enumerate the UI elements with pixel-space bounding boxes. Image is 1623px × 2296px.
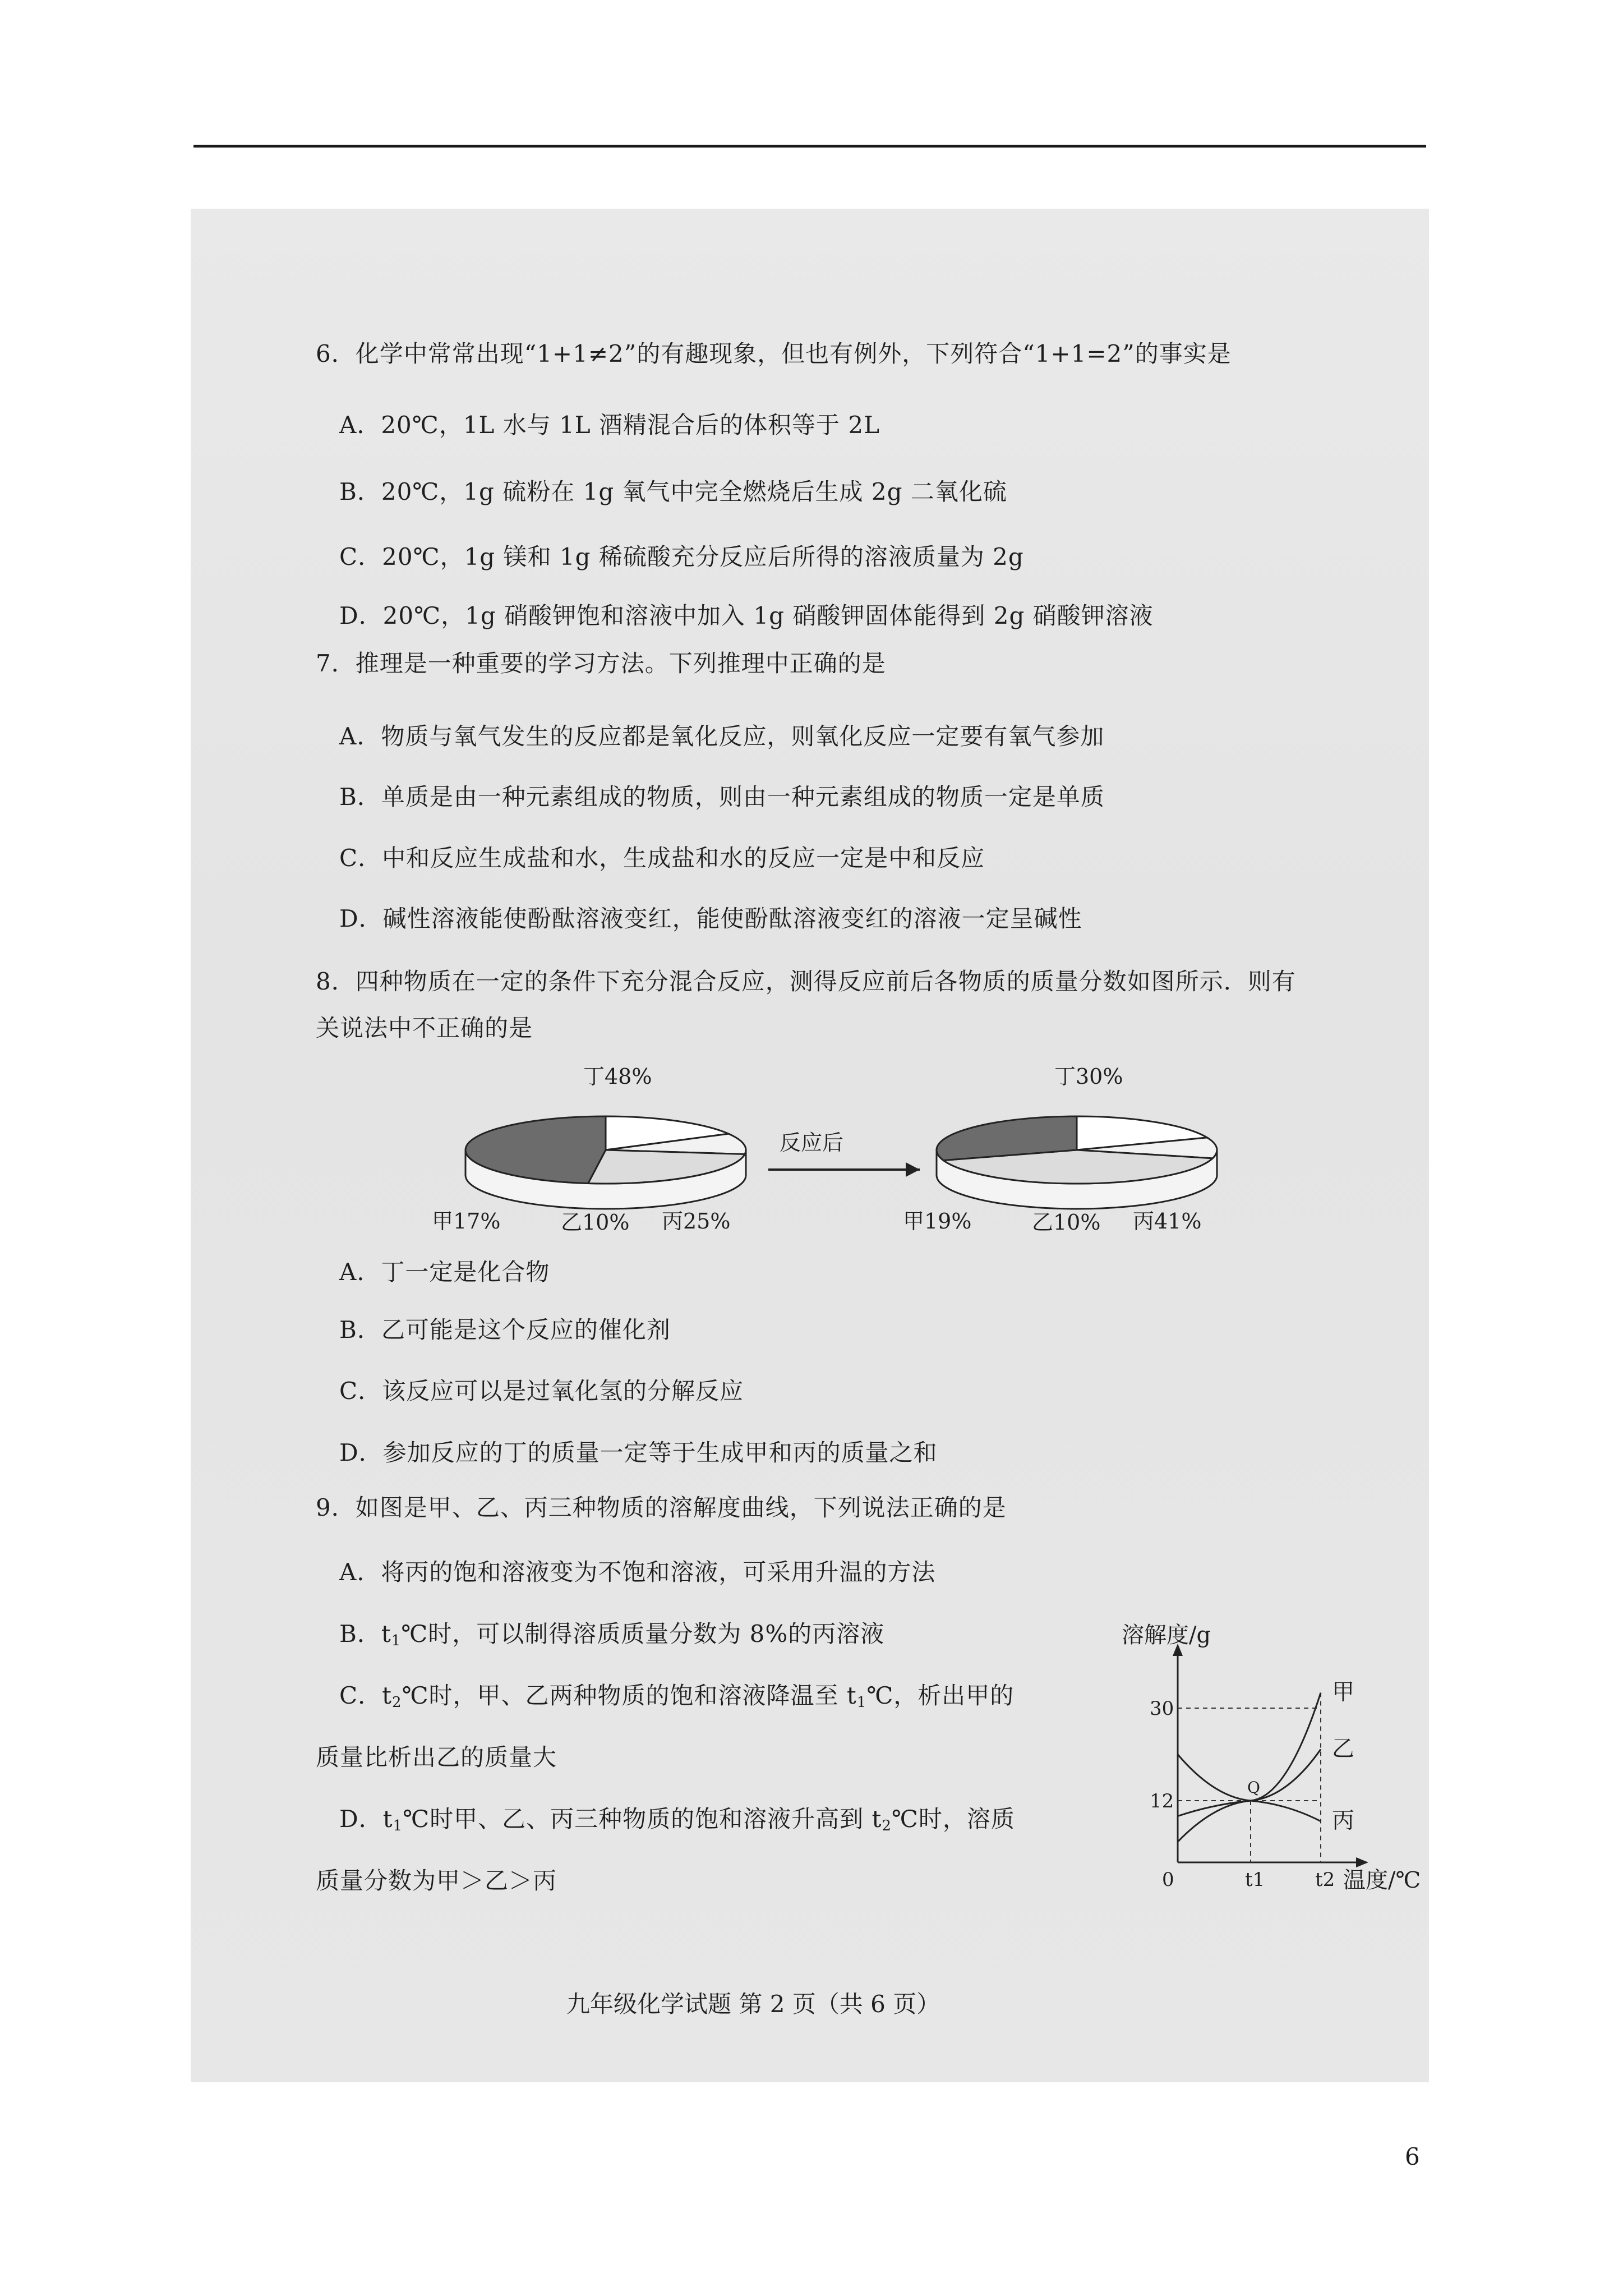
q8-option-a: A．丁一定是化合物 bbox=[339, 1258, 550, 1286]
series-label: 乙 bbox=[1332, 1736, 1354, 1762]
intersection-label: Q bbox=[1247, 1778, 1260, 1797]
pie-label: 甲19% bbox=[903, 1209, 972, 1234]
pie-label: 乙10% bbox=[561, 1210, 630, 1235]
arrow-label: 反应后 bbox=[780, 1130, 844, 1155]
pie-label: 丁30% bbox=[1054, 1064, 1123, 1089]
q8-option-c: C．该反应可以是过氧化氢的分解反应 bbox=[339, 1377, 744, 1405]
q6-option-d: D．20℃，1g 硝酸钾饱和溶液中加入 1g 硝酸钾固体能得到 2g 硝酸钾溶液 bbox=[339, 602, 1154, 629]
q7-option-c: C．中和反应生成盐和水，生成盐和水的反应一定是中和反应 bbox=[339, 844, 985, 872]
q9-option-a: A．将丙的饱和溶液变为不饱和溶液，可采用升温的方法 bbox=[339, 1558, 936, 1586]
q7-stem: 7．推理是一种重要的学习方法。下列推理中正确的是 bbox=[316, 650, 886, 677]
q8-stem-line1: 8．四种物质在一定的条件下充分混合反应，测得反应前后各物质的质量分数如图所示．则有 bbox=[316, 968, 1296, 995]
x-tick-label: t1 bbox=[1245, 1869, 1265, 1891]
q9-option-b: B．$t_1℃$时，可以制得溶质质量分数为 8%的丙溶液 bbox=[339, 1620, 885, 1649]
q8-pie-charts bbox=[426, 1066, 1267, 1234]
pie-label: 丙25% bbox=[662, 1209, 731, 1234]
q7-option-d: D．碱性溶液能使酚酞溶液变红，能使酚酞溶液变红的溶液一定呈碱性 bbox=[339, 905, 1082, 932]
q9-solubility-chart bbox=[1116, 1622, 1421, 1893]
series-label: 甲 bbox=[1332, 1679, 1354, 1705]
q9-option-c: C．$t_2℃$时，甲、乙两种物质的饱和溶液降温至 $t_1℃$，析出甲的 bbox=[339, 1682, 1015, 1711]
pie-label: 乙10% bbox=[1032, 1210, 1101, 1235]
q8-stem-line2: 关说法中不正确的是 bbox=[316, 1014, 533, 1042]
x-axis-label: 温度/℃ bbox=[1343, 1867, 1421, 1893]
arrow-head bbox=[906, 1162, 920, 1177]
page-number: 6 bbox=[1405, 2143, 1420, 2170]
pie-label: 甲17% bbox=[432, 1209, 501, 1234]
q6-option-c: C．20℃，1g 镁和 1g 稀硫酸充分反应后所得的溶液质量为 2g bbox=[339, 543, 1024, 570]
header-rule bbox=[193, 145, 1426, 148]
pie-label: 丁48% bbox=[583, 1064, 652, 1089]
q6-option-a: A．20℃，1L 水与 1L 酒精混合后的体积等于 2L bbox=[339, 411, 880, 439]
page-footer: 九年级化学试题 第 2 页（共 6 页） bbox=[566, 1990, 940, 2018]
series-label: 丙 bbox=[1332, 1807, 1354, 1834]
q6-stem: 6．化学中常常出现“1+1≠2”的有趣现象，但也有例外，下列符合“1+1=2”的事实是 bbox=[316, 340, 1232, 367]
q8-option-b: B．乙可能是这个反应的催化剂 bbox=[339, 1316, 671, 1343]
q8-option-d: D．参加反应的丁的质量一定等于生成甲和丙的质量之和 bbox=[339, 1439, 938, 1466]
q9-option-c-cont: 质量比析出乙的质量大 bbox=[316, 1743, 557, 1771]
x-arrow bbox=[1356, 1857, 1368, 1867]
x-tick-label: t2 bbox=[1315, 1869, 1335, 1891]
q9-stem: 9．如图是甲、乙、丙三种物质的溶解度曲线，下列说法正确的是 bbox=[316, 1494, 1007, 1521]
q7-option-a: A．物质与氧气发生的反应都是氧化反应，则氧化反应一定要有氧气参加 bbox=[339, 723, 1105, 750]
q6-option-b: B．20℃，1g 硫粉在 1g 氧气中完全燃烧后生成 2g 二氧化硫 bbox=[339, 478, 1007, 505]
pie-label: 丙41% bbox=[1133, 1209, 1202, 1234]
q7-option-b: B．单质是由一种元素组成的物质，则由一种元素组成的物质一定是单质 bbox=[339, 783, 1105, 811]
q9-option-d-cont: 质量分数为甲＞乙＞丙 bbox=[316, 1867, 557, 1894]
x-tick-label: 0 bbox=[1162, 1869, 1174, 1891]
y-tick-label: 12 bbox=[1150, 1790, 1174, 1812]
curve-甲 bbox=[1178, 1693, 1321, 1842]
q9-option-d: D．$t_1℃$时甲、乙、丙三种物质的饱和溶液升高到 $t_2℃$时，溶质 bbox=[339, 1805, 1015, 1834]
y-axis-label: 溶解度/g bbox=[1122, 1622, 1211, 1648]
y-tick-label: 30 bbox=[1150, 1697, 1174, 1720]
